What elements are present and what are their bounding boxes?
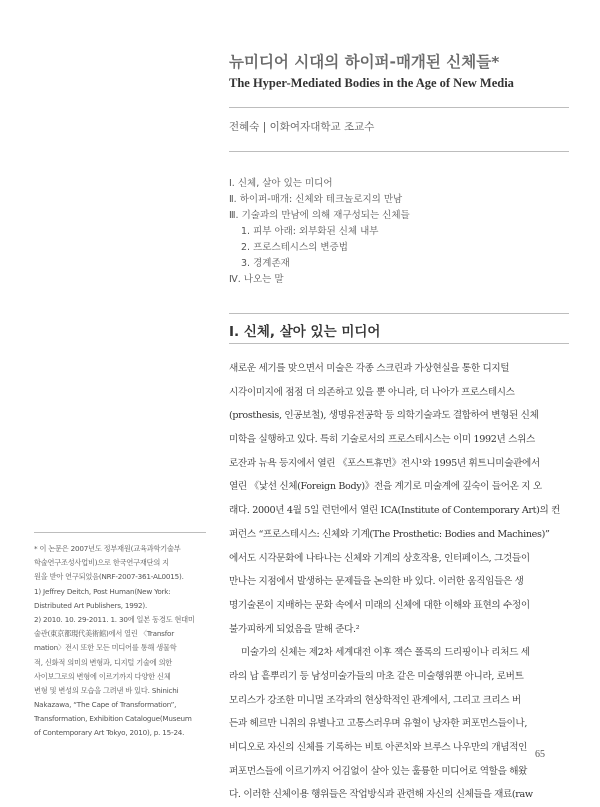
paragraph-line: 명기술론이 지배하는 문화 속에서 미래의 신체에 대한 이해와 표현의 수정이 xyxy=(229,599,530,611)
paragraph-line: 미학을 실행하고 있다. 특히 기술로서의 프로스테시스는 이미 1992년 스위스 xyxy=(229,434,535,446)
footnote-divider xyxy=(34,532,206,533)
footnote-line: mation〉전시 또한 모든 미디어를 통해 생물학 xyxy=(34,643,177,653)
footnote-line: 2) 2010. 10. 29-2011. 1. 30에 일본 동경도 현대미 xyxy=(34,614,195,624)
footnote-line: Transformation, Exhibition Catalogue(Museum xyxy=(34,714,192,724)
toc-subitem: 2. 프로스테시스의 변증법 xyxy=(241,242,348,253)
footnote-line: 사이보그로의 변형에 이르기까지 다양한 신체 xyxy=(34,671,171,681)
toc-subitem: 1. 피부 아래: 외부화된 신체 내부 xyxy=(241,226,379,237)
section-top-divider xyxy=(229,313,569,314)
toc-item: Ⅱ. 하이퍼-매개: 신체와 테크놀로지의 만남 xyxy=(229,194,403,205)
paragraph-line: 불가피하게 되었음을 말해 준다.² xyxy=(229,623,360,635)
page-number: 65 xyxy=(535,749,545,760)
footnote-line: 술관(東京都現代美術館)에서 열린 〈Transfor xyxy=(34,629,174,639)
paragraph-line: 퍼포먼스들에 이르기까지 어김없이 살아 있는 훌륭한 미디어로 역할을 해왔 xyxy=(229,765,528,777)
article-title-english: The Hyper-Mediated Bodies in the Age of New Media xyxy=(229,76,514,90)
paragraph-line: 에서도 시각문화에 나타나는 신체와 기계의 상호작용, 인터페이스, 그것들이 xyxy=(229,552,530,564)
paragraph-line: 라의 납 흩뿌리기 등 남성미술가들의 마초 같은 미술행위뿐 아니라, 로버트 xyxy=(229,670,524,682)
footnote-line: 1) Jeffrey Deitch, Post Human(New York: xyxy=(34,586,171,596)
footnote-line: * 이 논문은 2007년도 정부재원(교육과학기술부 xyxy=(34,544,181,553)
paragraph-line: (prosthesis, 인공보철), 생명유전공학 등 의학기술과도 결합하여 변형된 신체 xyxy=(229,410,539,422)
footnote-line: 변형 및 변성의 모습을 그려낸 바 있다. Shinichi xyxy=(34,685,179,695)
footnote-line: 학술연구조성사업비)으로 한국연구재단의 지 xyxy=(34,558,169,568)
toc-item: Ⅰ. 신체, 살아 있는 미디어 xyxy=(229,178,333,189)
toc-subitem: 3. 경계존재 xyxy=(241,258,290,269)
footnote-line: of Contemporary Art Tokyo, 2010), p. 15-24. xyxy=(34,728,185,738)
paragraph-line: 열린 《낯선 신체(Foreign Body)》전을 계기로 미술계에 깊숙이 들어온 지 오 xyxy=(229,481,542,493)
paragraph-line: 모리스가 강조한 미니멀 조각과의 현상학적인 관계에서, 그리고 크리스 버 xyxy=(229,694,521,706)
footnotes xyxy=(34,542,216,741)
paragraph-line: 든과 헤르만 니취의 유별나고 고통스러우며 유혈이 낭자한 퍼포먼스들이나, xyxy=(229,718,528,730)
paragraph-line: 비디오로 자신의 신체를 기록하는 비토 아콘치와 브루스 나우만의 개념적인 xyxy=(229,742,528,753)
table-of-contents xyxy=(229,176,410,288)
toc-item: Ⅲ. 기술과의 만남에 의해 재구성되는 신체들 xyxy=(229,210,410,221)
author-divider xyxy=(229,151,569,152)
section-bottom-divider xyxy=(229,343,569,344)
author-affiliation: 전혜숙 | 이화여자대학교 조교수 xyxy=(229,121,375,133)
section-heading: Ⅰ. 신체, 살아 있는 미디어 xyxy=(229,324,381,340)
paragraph-line: 퍼런스 “프로스테시스: 신체와 기계(The Prosthetic: Bodies and Machines)” xyxy=(229,528,550,540)
toc-item: Ⅳ. 나오는 말 xyxy=(229,274,284,285)
footnote-line: 적, 신화적 의미의 변형과, 디지털 기술에 의한 xyxy=(34,657,173,667)
paragraph-line: 다. 이러한 신체이용 행위들은 작업방식과 관련해 자신의 신체들을 재료(raw xyxy=(229,789,533,801)
paragraph-line: 새로운 세기를 맞으면서 미술은 각종 스크린과 가상현실을 통한 디지털 xyxy=(229,363,510,374)
paragraph-line: 미술가의 신체는 제2차 세계대전 이후 잭슨 폴록의 드리핑이나 리처드 세 xyxy=(241,647,530,659)
header-divider xyxy=(229,107,569,108)
footnote-line: 원을 받아 연구되었음(NRF-2007-361-AL0015). xyxy=(34,572,184,582)
article-title-korean: 뉴미디어 시대의 하이퍼-매개된 신체들* xyxy=(229,53,500,71)
paragraph-line: 시각이미지에 점점 더 의존하고 있을 뿐 아니라, 더 나아가 프로스테시스 xyxy=(229,386,515,398)
paragraph-line: 만나는 지점에서 발생하는 문제들을 논의한 바 있다. 이러한 움직임들은 생 xyxy=(229,576,524,588)
footnote-line: Nakazawa, “The Cape of Transformation”, xyxy=(34,700,177,710)
body-text xyxy=(229,357,567,807)
footnote-line: Distributed Art Publishers, 1992). xyxy=(34,600,148,610)
paragraph-line: 로잔과 뉴욕 등지에서 열린 《포스트휴먼》전시¹와 1995년 휘트니미술관에서 xyxy=(229,457,540,469)
paragraph-line: 래다. 2000년 4월 5일 런던에서 열린 ICA(Institute of Contemporary Art)의 컨 xyxy=(229,505,561,517)
